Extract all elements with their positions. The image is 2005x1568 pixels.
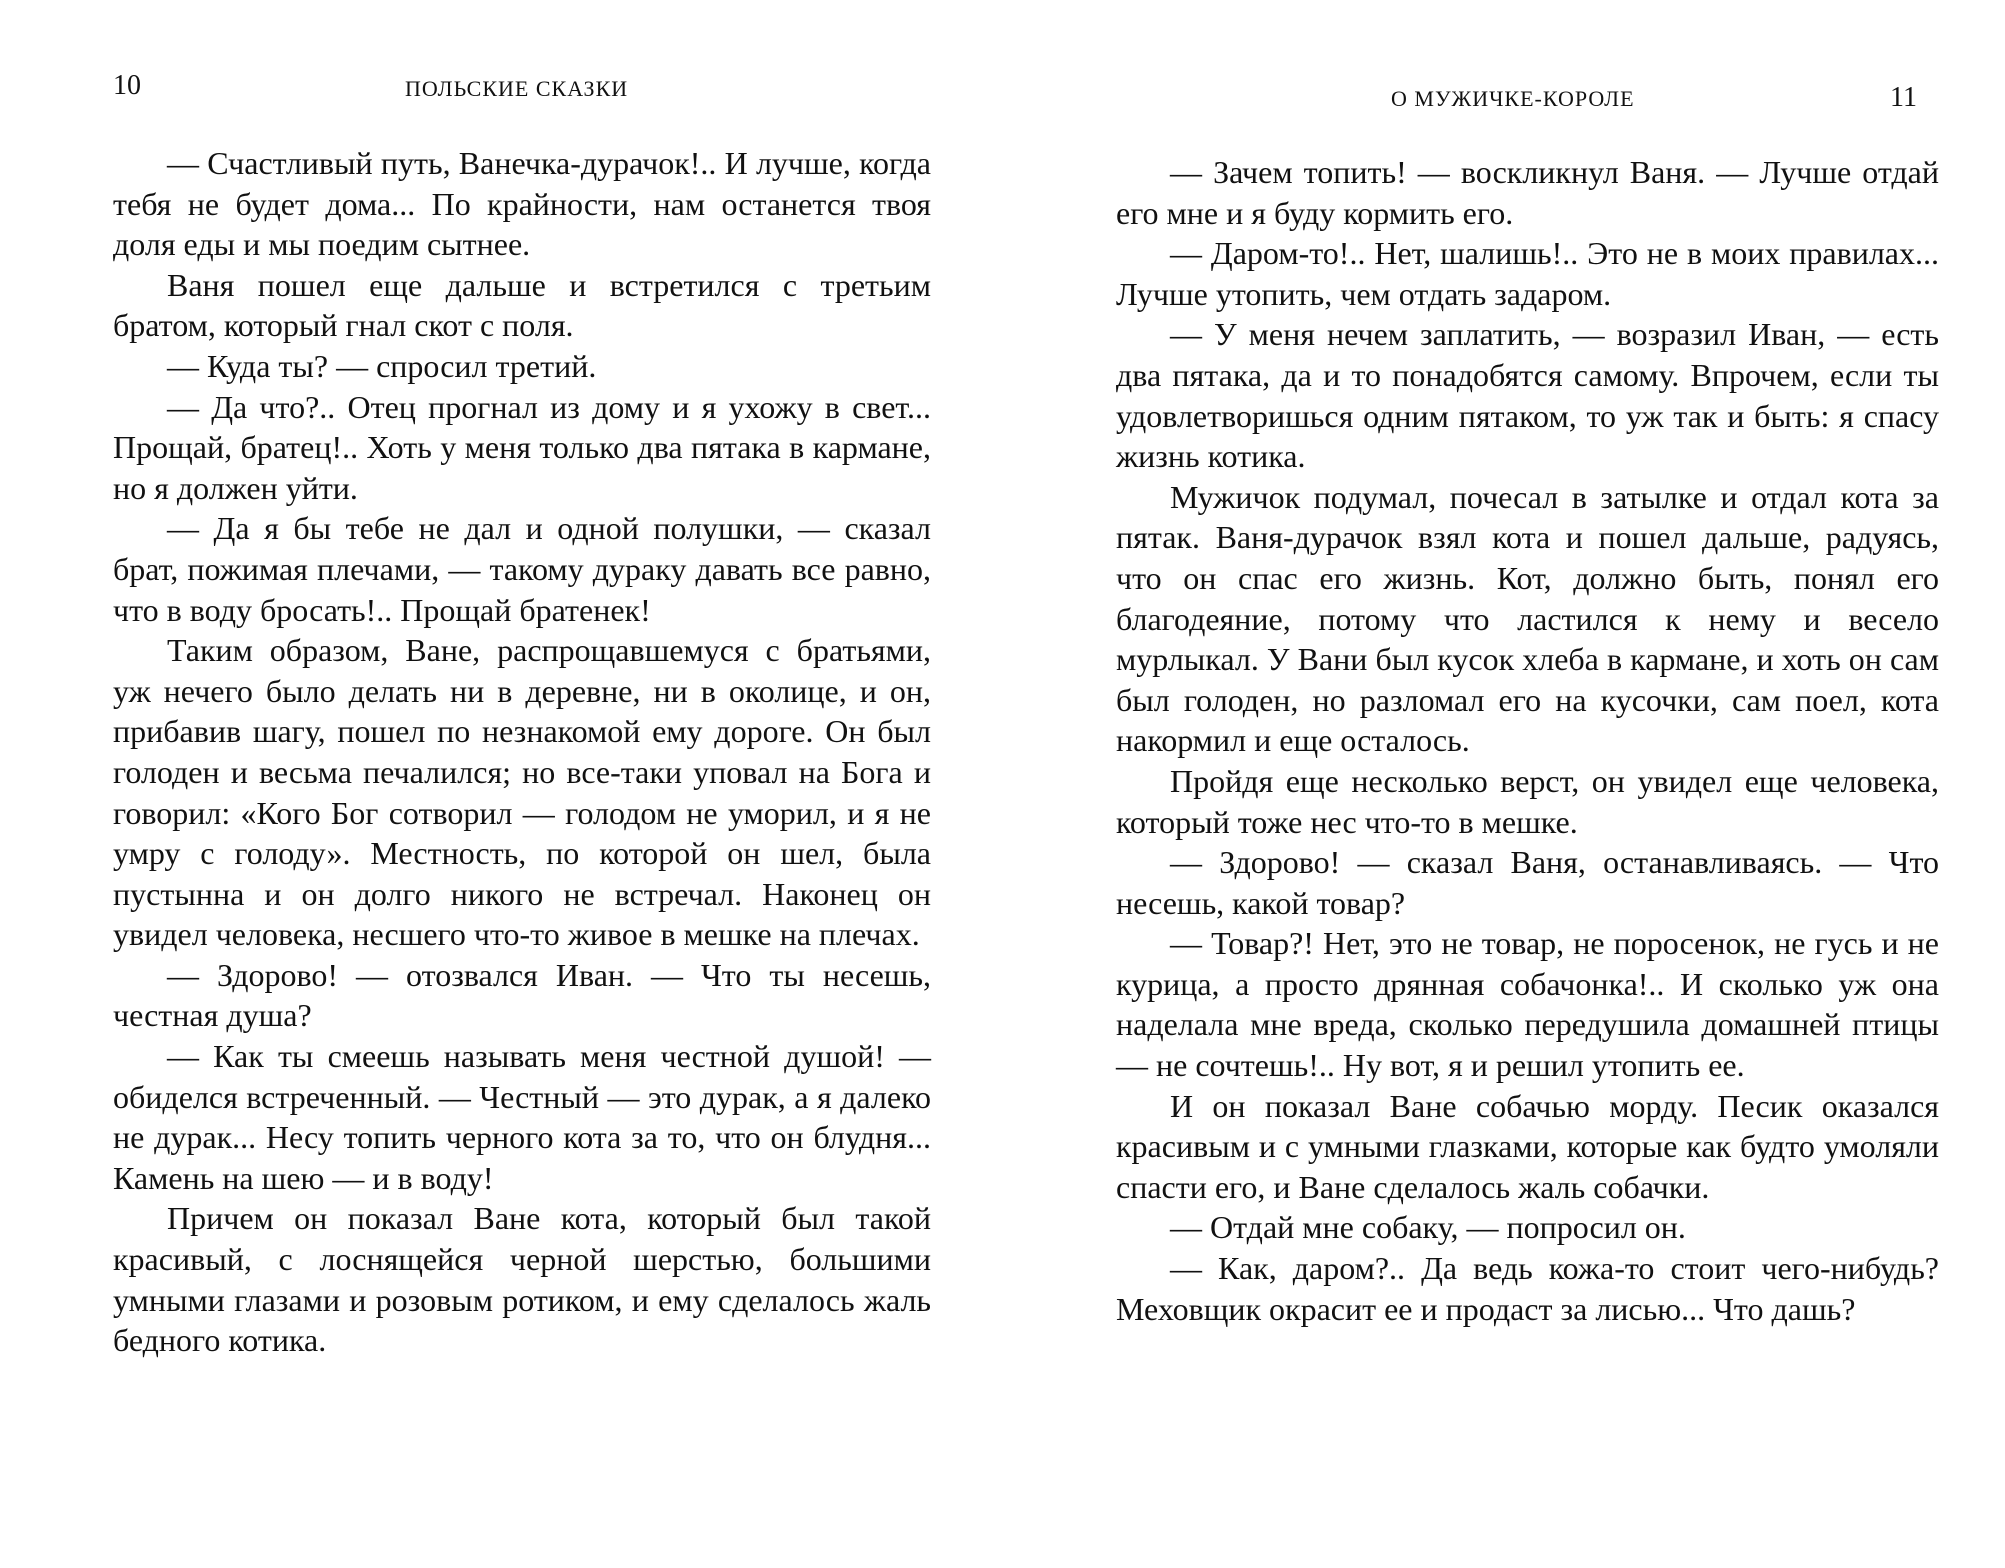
paragraph: Мужичок подумал, почесал в затылке и отдал кота за пятак. Ваня-дурачок взял кота и пошел дальше, радуясь, что он спас его жизнь. Кот, должно быть, понял его благодеяние, потому что ластился к нему и весело мурлыкал. У Вани был кусок хлеба в кармане, и хоть он сам был голоден, но разломал его на кусочки, сам поел, кота накормил и еще осталось. — [1116, 478, 1939, 759]
paragraph: — Здорово! — отозвался Иван. — Что ты несешь, честная душа? — [113, 956, 931, 1034]
paragraph: — Да я бы тебе не дал и одной полушки, — сказал брат, пожимая плечами, — такому дураку давать все равно, что в воду бросать!.. Прощай братенек! — [113, 510, 931, 628]
body-text — [1116, 152, 1939, 1329]
paragraph: — Счастливый путь, Ванечка-дурачок!.. И лучше, когда тебя не будет дома... По крайности, нам останется твоя доля еды и мы поедим сытнее. — [113, 145, 931, 263]
page-number: 11 — [1890, 82, 1917, 113]
paragraph: — Зачем топить! — воскликнул Ваня. — Лучше отдай его мне и я буду кормить его. — [1116, 154, 1939, 231]
paragraph: Ваня пошел еще дальше и встретился с третьим братом, который гнал скот с поля. — [113, 266, 931, 344]
paragraph: И он показал Ване собачью морду. Песик оказался красивым и с умными глазками, которые как будто умоляли спасти его, и Ване сделалось жаль собачки. — [1116, 1087, 1939, 1205]
paragraph: — У меня нечем заплатить, — возразил Иван, — есть два пятака, да и то понадобятся самому. Впрочем, если ты удовлетворишься одним пятаком, то уж так и быть: я спасу жизнь котика. — [1116, 316, 1939, 475]
paragraph: Таким образом, Ване, распрощавшемуся с братьями, уж нечего было делать ни в деревне, ни в околице, и он, прибавив шагу, пошел по незнакомой ему дороге. Он был голоден и весьма печалился; но все-таки уповал на Бога и говорил: «Кого Бог сотворил — голодом не уморил, и я не умру с голоду». Местность, по которой он шел, была пустынна и он долго никого не встречал. Наконец он увидел человека, несшего что-то живое в мешке на плечах. — [113, 632, 931, 953]
left-page — [0, 0, 1002, 1568]
paragraph: — Товар?! Нет, это не товар, не поросенок, не гусь и не курица, а просто дрянная собачонка!.. И сколько уж она наделала мне вреда, сколько передушила домашней птицы — не сочтешь!.. Ну вот, я и решил утопить ее. — [1116, 925, 1939, 1084]
paragraph: Пройдя еще несколько верст, он увидел еще человека, который тоже нес что-то в мешке. — [1116, 762, 1939, 840]
running-head: О МУЖИЧКЕ-КОРОЛЕ — [1391, 86, 1635, 111]
paragraph: — Даром-то!.. Нет, шалишь!.. Это не в моих правилах... Лучше утопить, чем отдать задаром. — [1116, 235, 1939, 312]
paragraph: — Здорово! — сказал Ваня, останавливаясь. — Что несешь, какой товар? — [1116, 844, 1939, 921]
body-text — [113, 143, 931, 1361]
page-number: 10 — [113, 70, 141, 101]
paragraph: — Как ты смеешь называть меня честной душой! — обиделся встреченный. — Честный — это дурак, а я далеко не дурак... Несу топить черного кота за то, что он блудня... Камень на шею — и в воду! — [113, 1038, 931, 1196]
paragraph: — Отдай мне собаку, — попросил он. — [1170, 1209, 1686, 1246]
right-page — [1002, 0, 2005, 1568]
paragraph: Причем он показал Ване кота, который был такой красивый, с лоснящейся черной шерстью, большими умными глазами и розовым ротиком, и ему сделалось жаль бедного котика. — [113, 1200, 931, 1359]
running-head: ПОЛЬСКИЕ СКАЗКИ — [405, 76, 629, 101]
paragraph: — Куда ты? — спросил третий. — [167, 347, 597, 384]
paragraph: — Как, даром?.. Да ведь кожа-то стоит чего-нибудь? Меховщик окрасит ее и продаст за лисью... Что дашь? — [1116, 1250, 1939, 1327]
paragraph: — Да что?.. Отец прогнал из дому и я ухожу в свет... Прощай, братец!.. Хоть у меня только два пятака в кармане, но я должен уйти. — [113, 388, 931, 506]
